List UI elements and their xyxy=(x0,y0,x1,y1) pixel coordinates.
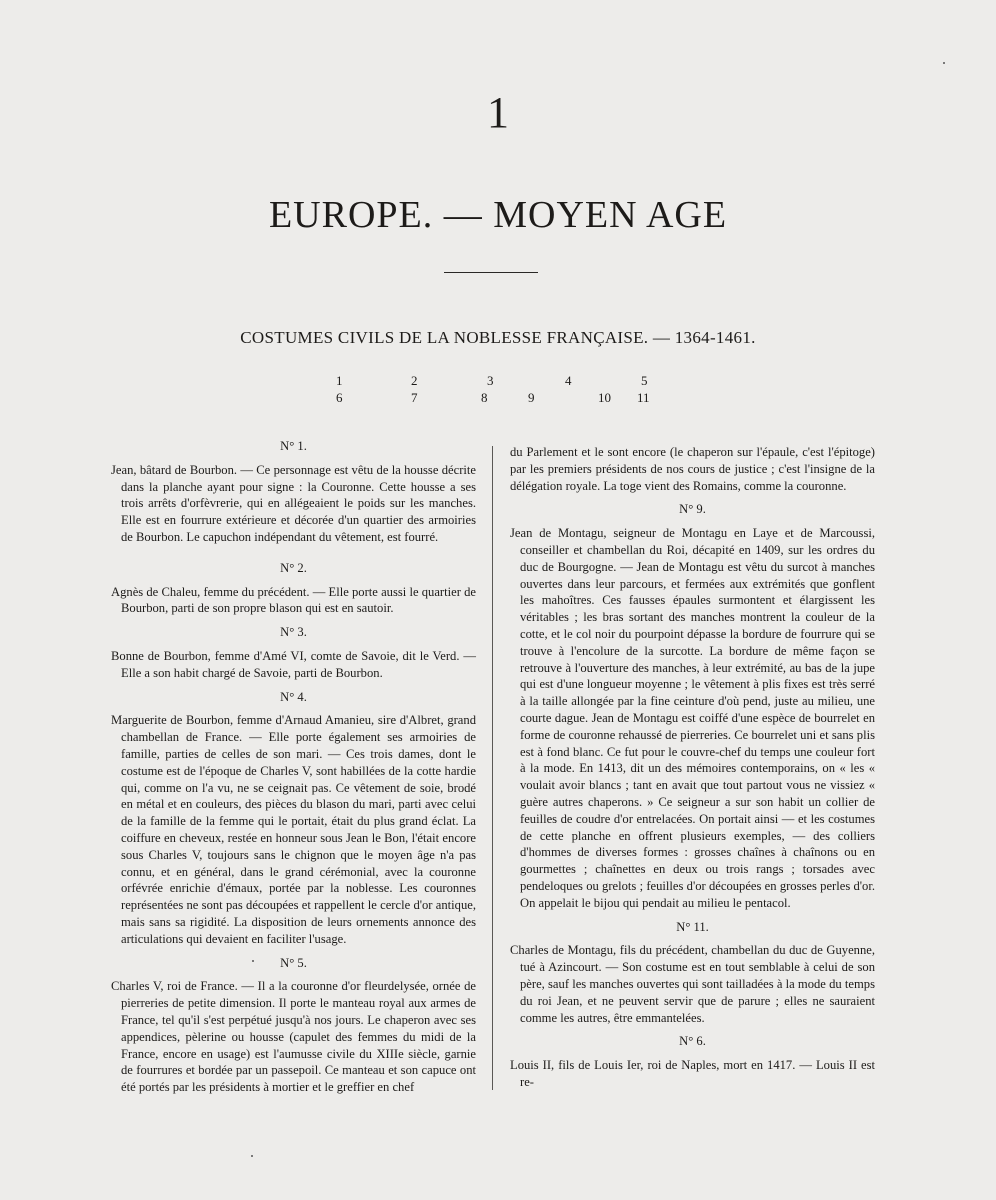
entry-text: Charles de Montagu, fils du précédent, chambellan du duc de Guyenne, tué à Azincourt. — Son costume est en tout semblable à celui de son père, sauf les manches ouvertes qui sont tailladées à la mode du temps du roi Jean, et ne peuvent servir que de parure ; elles ne sauraient comme les autres, être emmantelées. xyxy=(510,943,875,1025)
column-divider xyxy=(492,446,493,1090)
figure-number: 11 xyxy=(637,390,650,405)
entry-heading: N° 2. xyxy=(280,560,307,575)
entry-heading: N° 9. xyxy=(679,502,706,517)
entry-text: Jean de Montagu, seigneur de Montagu en Laye et de Marcoussi, conseiller et chambellan du Roi, décapité en 1409, sur les ordres du duc de Bourgogne. — Jean de Montagu est vêtu du surcot à manches ouvertes dans leur parcours, et fermées aux extrémités que gonflent les mahoîtres. Ces fausses épaules surmontent et élargissent les véritables ; les bras sortant des manches montrent la couleur de la cotte, et le col noir du pourpoint dépasse la bordure de fourrure qui se trouve à l'encolure de la surcotte. La bordure de même façon se retrouve à l'ouverture des manches, à leur extrémité, au bas de la jupe qui est d'une longueur moyenne ; le vêtement à plis fixes est très serré à la taille allongée par la fine ceinture d'où pend, juste au milieu, une courte dague. Jean de Montagu est coiffé d'une espèce de bourrelet en forme de couronne rehaussé de pierreries. Ce bourrelet uni et sans plis est à fond blanc. Ce fut pour le couvre-chef du temps une couleur fort à la mode. En 1413, dit un des mémoires contemporains, on « les « voulait avoir blancs ; tant en avait que tout partout vous ne vissiez « guère autres chaperons. » Ce seigneur a sur son habit un collier de feuilles de coudre d'or entrelacées. On portait ainsi — et les costumes de cette planche en offrent plusieurs exemples, — des colliers d'hommes de diverses formes : grosses chaînes à chaînons ou en gourmettes ; chaînettes en deux ou trois rangs ; torsades avec pendeloques ou grelots ; feuilles d'or découpées en grosses perles d'or. On appelait le bijou qui pendait au milieu le pentacol. xyxy=(510,526,875,910)
title-divider xyxy=(444,272,538,273)
paper-speck xyxy=(251,1155,253,1157)
right-text-column xyxy=(510,444,875,1091)
entry-heading: N° 5. xyxy=(280,955,307,970)
paper-speck xyxy=(943,62,945,64)
plate-number: 1 xyxy=(487,88,509,137)
figure-number: 6 xyxy=(336,390,343,405)
figure-number: 1 xyxy=(336,373,343,388)
entry-heading: N° 6. xyxy=(679,1034,706,1049)
figure-number: 9 xyxy=(528,390,535,405)
entry-text: Louis II, fils de Louis Ier, roi de Naples, mort en 1417. — Louis II est re- xyxy=(510,1058,875,1089)
figure-number: 4 xyxy=(565,373,572,388)
figure-number: 5 xyxy=(641,373,648,388)
figure-number: 7 xyxy=(411,390,418,405)
figure-number: 10 xyxy=(598,390,611,405)
entry-heading: N° 1. xyxy=(280,439,307,453)
paper-speck xyxy=(252,960,254,962)
figure-number: 3 xyxy=(487,373,494,388)
entry-text: Jean, bâtard de Bourbon. — Ce personnage est vêtu de la housse décrite dans la planche ayant pour signe : la Couronne. Cette housse a ses trois arrêts d'orfèvrerie, qui en allégeaient le poids sur les manches. Elle est en fourrure extérieure et décorée d'un quartier des armoiries de Bourbon. Le capuchon indépendant du vêtement, est fourré. xyxy=(111,462,476,544)
entry-heading: N° 3. xyxy=(280,625,307,640)
entry-text: Marguerite de Bourbon, femme d'Arnaud Amanieu, sire d'Albret, grand chambellan de France. — Elle porte également ses armoiries de famille, parties de celles de son mari. — Ces trois dames, dont le costume est de l'époque de Charles V, sont habillées de la cotte hardie qui, comme on l'a vu, ne se ceignait pas. Ce vêtement de soie, brodé en métal et en couleurs, des pièces du blason du mari, parti avec celui de la famille de la femme qui le portait, était du plus grand éclat. La coiffure en cheveux, restée en honneur sous Jean le Bon, l'était encore sous Charles V, toujours sans le chignon que le moyen âge n'a pas connu, et en général, dans le grand cérémonial, avec la couronne orfévrée enrichie d'émaux, portée par la noblesse. Les couronnes représentées ne sont pas découpées et rappellent le cercle d'or antique, mais sans sa rigidité. La disposition de leurs ornements annonce des articulations qui devaient en faciliter l'usage. xyxy=(111,713,476,946)
figure-number: 8 xyxy=(481,390,488,405)
left-text-column xyxy=(111,438,476,1096)
entry-text: Charles V, roi de France. — Il a la couronne d'or fleurdelysée, ornée de pierreries de petite dimension. Il porte le manteau royal aux armes de France, tel qu'il s'est perpétué jusqu'à nos jours. Le chaperon avec ses appendices, pèlerine ou housse (capulet des femmes du midi de la France, encore en usage) est l'aumusse civile du XIIIe siècle, garnie de fourrures et bordée par un passepoil. Ce manteau et son capuce ont été portés par les présidents à mortier et le greffier en chef xyxy=(111,979,476,1095)
page-title: EUROPE. — MOYEN AGE xyxy=(268,194,728,236)
page-subtitle: COSTUMES CIVILS DE LA NOBLESSE FRANÇAISE. — 1364-1461. xyxy=(240,328,756,347)
entry-text-continuation: du Parlement et le sont encore (le chaperon sur l'épaule, c'est l'épitoge) par les premiers présidents de nos cours de justice ; c'est l'insigne de la délégation royale. La toge vient des Romains, comme la couronne. xyxy=(510,445,875,493)
entry-heading: N° 11. xyxy=(676,919,709,934)
figure-number: 2 xyxy=(411,373,418,388)
entry-text: Agnès de Chaleu, femme du précédent. — Elle porte aussi le quartier de Bourbon, parti de son propre blason qui est en sautoir. xyxy=(111,584,476,616)
entry-heading: N° 4. xyxy=(280,689,307,704)
entry-text: Bonne de Bourbon, femme d'Amé VI, comte de Savoie, dit le Verd. — Elle a son habit chargé de Savoie, parti de Bourbon. xyxy=(111,648,476,680)
